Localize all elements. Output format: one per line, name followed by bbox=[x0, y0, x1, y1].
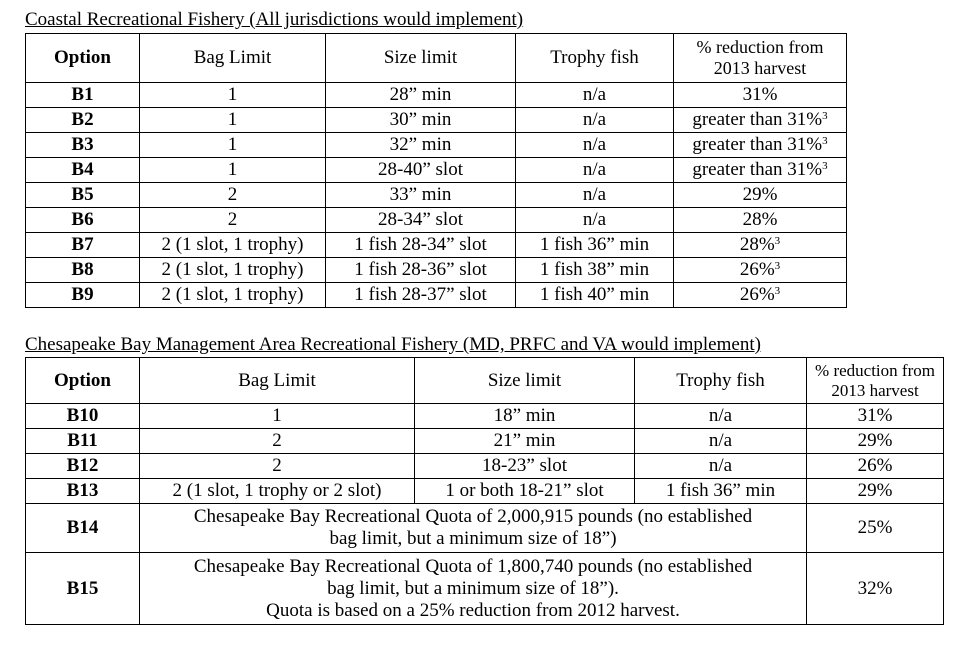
option-cell: B1 bbox=[26, 83, 140, 108]
quota-description-cell bbox=[140, 504, 807, 553]
reduction-value: 28% bbox=[739, 234, 775, 255]
reduction-value: greater than 31% bbox=[692, 134, 823, 155]
footnote-marker: 3 bbox=[774, 260, 781, 272]
bag-limit-cell: 2 bbox=[140, 208, 326, 233]
bag-limit-cell: 1 bbox=[140, 133, 326, 158]
bag-limit-cell: 2 (1 slot, 1 trophy) bbox=[140, 258, 326, 283]
reduction-cell bbox=[674, 183, 847, 208]
option-cell: B13 bbox=[26, 479, 140, 504]
option-cell: B5 bbox=[26, 183, 140, 208]
size-limit-cell: 28-40” slot bbox=[326, 158, 516, 183]
footnote-marker: 3 bbox=[774, 235, 781, 247]
table-header-row bbox=[26, 34, 847, 83]
option-cell: B9 bbox=[26, 283, 140, 308]
size-limit-cell: 1 fish 28-34” slot bbox=[326, 233, 516, 258]
trophy-fish-cell: n/a bbox=[635, 404, 807, 429]
option-cell: B7 bbox=[26, 233, 140, 258]
reduction-value: 26% bbox=[739, 259, 775, 280]
trophy-fish-header: Trophy fish bbox=[635, 358, 807, 404]
reduction-cell: 25% bbox=[807, 504, 944, 553]
trophy-fish-cell: 1 fish 36” min bbox=[635, 479, 807, 504]
bag-limit-cell: 1 bbox=[140, 404, 415, 429]
table-row bbox=[26, 133, 847, 158]
option-cell: B3 bbox=[26, 133, 140, 158]
reduction-cell bbox=[674, 158, 847, 183]
table-row bbox=[26, 454, 944, 479]
trophy-fish-cell: n/a bbox=[516, 208, 674, 233]
reduction-header-line1: % reduction from bbox=[696, 37, 824, 57]
table-row bbox=[26, 208, 847, 233]
reduction-cell: 29% bbox=[807, 479, 944, 504]
reduction-cell: 32% bbox=[807, 553, 944, 625]
option-cell: B2 bbox=[26, 108, 140, 133]
reduction-cell: 29% bbox=[807, 429, 944, 454]
table-row bbox=[26, 404, 944, 429]
table-row bbox=[26, 479, 944, 504]
option-cell: B15 bbox=[26, 553, 140, 625]
reduction-header bbox=[807, 358, 944, 404]
table-row bbox=[26, 83, 847, 108]
bag-limit-cell: 2 (1 slot, 1 trophy) bbox=[140, 233, 326, 258]
reduction-cell bbox=[674, 233, 847, 258]
reduction-value: 31% bbox=[742, 84, 778, 105]
reduction-header-line1: % reduction from bbox=[815, 360, 935, 380]
reduction-value: greater than 31% bbox=[692, 109, 823, 130]
quota-description-line: bag limit, but a minimum size of 18”). bbox=[327, 577, 619, 599]
option-cell: B12 bbox=[26, 454, 140, 479]
size-limit-cell: 1 or both 18-21” slot bbox=[415, 479, 635, 504]
trophy-fish-cell: n/a bbox=[516, 83, 674, 108]
reduction-cell bbox=[674, 258, 847, 283]
table-row bbox=[26, 504, 944, 553]
reduction-cell bbox=[674, 83, 847, 108]
size-limit-cell: 1 fish 28-37” slot bbox=[326, 283, 516, 308]
trophy-fish-cell: n/a bbox=[516, 183, 674, 208]
reduction-header bbox=[674, 34, 847, 83]
table-row bbox=[26, 553, 944, 625]
size-limit-header: Size limit bbox=[326, 34, 516, 83]
size-limit-cell: 18-23” slot bbox=[415, 454, 635, 479]
footnote-marker: 3 bbox=[822, 160, 828, 172]
option-cell: B8 bbox=[26, 258, 140, 283]
reduction-cell bbox=[674, 283, 847, 308]
reduction-cell bbox=[674, 208, 847, 233]
size-limit-cell: 21” min bbox=[415, 429, 635, 454]
size-limit-cell: 28-34” slot bbox=[326, 208, 516, 233]
table-row bbox=[26, 158, 847, 183]
option-cell: B4 bbox=[26, 158, 140, 183]
bag-limit-cell: 1 bbox=[140, 108, 326, 133]
size-limit-cell: 18” min bbox=[415, 404, 635, 429]
reduction-cell: 26% bbox=[807, 454, 944, 479]
size-limit-cell: 30” min bbox=[326, 108, 516, 133]
reduction-value: 28% bbox=[742, 209, 778, 230]
bag-limit-cell: 1 bbox=[140, 83, 326, 108]
trophy-fish-cell: n/a bbox=[516, 133, 674, 158]
coastal-table-caption: Coastal Recreational Fishery (All jurisdictions would implement) bbox=[25, 9, 524, 30]
table-row bbox=[26, 429, 944, 454]
option-cell: B10 bbox=[26, 404, 140, 429]
quota-description-line: Quota is based on a 25% reduction from 2012 harvest. bbox=[266, 599, 680, 621]
trophy-fish-cell: n/a bbox=[635, 454, 807, 479]
trophy-fish-cell: 1 fish 38” min bbox=[516, 258, 674, 283]
option-header: Option bbox=[26, 358, 140, 404]
reduction-cell: 31% bbox=[807, 404, 944, 429]
bag-limit-header: Bag Limit bbox=[140, 358, 415, 404]
quota-description-line: Chesapeake Bay Recreational Quota of 1,800,740 pounds (no established bbox=[193, 555, 753, 577]
bag-limit-cell: 2 (1 slot, 1 trophy or 2 slot) bbox=[140, 479, 415, 504]
bag-limit-cell: 2 bbox=[140, 183, 326, 208]
reduction-cell bbox=[674, 108, 847, 133]
bag-limit-header: Bag Limit bbox=[140, 34, 326, 83]
chesapeake-options-table bbox=[25, 357, 944, 625]
bag-limit-cell: 2 bbox=[140, 429, 415, 454]
quota-description-cell bbox=[140, 553, 807, 625]
table-header-row bbox=[26, 358, 944, 404]
table-row bbox=[26, 283, 847, 308]
trophy-fish-cell: n/a bbox=[516, 158, 674, 183]
reduction-value: 29% bbox=[742, 184, 778, 205]
reduction-header-line2: 2013 harvest bbox=[713, 58, 807, 78]
footnote-marker: 3 bbox=[774, 285, 781, 297]
reduction-value: 26% bbox=[739, 284, 775, 305]
coastal-options-table bbox=[25, 33, 847, 308]
option-header: Option bbox=[26, 34, 140, 83]
size-limit-cell: 33” min bbox=[326, 183, 516, 208]
size-limit-cell: 32” min bbox=[326, 133, 516, 158]
reduction-cell bbox=[674, 133, 847, 158]
option-cell: B14 bbox=[26, 504, 140, 553]
size-limit-cell: 1 fish 28-36” slot bbox=[326, 258, 516, 283]
footnote-marker: 3 bbox=[822, 110, 828, 122]
table-row bbox=[26, 258, 847, 283]
trophy-fish-header: Trophy fish bbox=[516, 34, 674, 83]
table-row bbox=[26, 183, 847, 208]
option-cell: B6 bbox=[26, 208, 140, 233]
quota-description-line: Chesapeake Bay Recreational Quota of 2,000,915 pounds (no established bbox=[193, 506, 753, 527]
size-limit-header: Size limit bbox=[415, 358, 635, 404]
footnote-marker: 3 bbox=[822, 135, 828, 147]
quota-description-line: bag limit, but a minimum size of 18”) bbox=[329, 528, 617, 549]
trophy-fish-cell: n/a bbox=[516, 108, 674, 133]
option-cell: B11 bbox=[26, 429, 140, 454]
bag-limit-cell: 2 (1 slot, 1 trophy) bbox=[140, 283, 326, 308]
trophy-fish-cell: 1 fish 36” min bbox=[516, 233, 674, 258]
chesapeake-table-caption: Chesapeake Bay Management Area Recreational Fishery (MD, PRFC and VA would implement) bbox=[25, 334, 761, 355]
reduction-value: greater than 31% bbox=[692, 159, 823, 180]
reduction-header-line2: 2013 harvest bbox=[831, 380, 919, 400]
size-limit-cell: 28” min bbox=[326, 83, 516, 108]
table-row bbox=[26, 108, 847, 133]
trophy-fish-cell: 1 fish 40” min bbox=[516, 283, 674, 308]
trophy-fish-cell: n/a bbox=[635, 429, 807, 454]
bag-limit-cell: 1 bbox=[140, 158, 326, 183]
table-row bbox=[26, 233, 847, 258]
bag-limit-cell: 2 bbox=[140, 454, 415, 479]
